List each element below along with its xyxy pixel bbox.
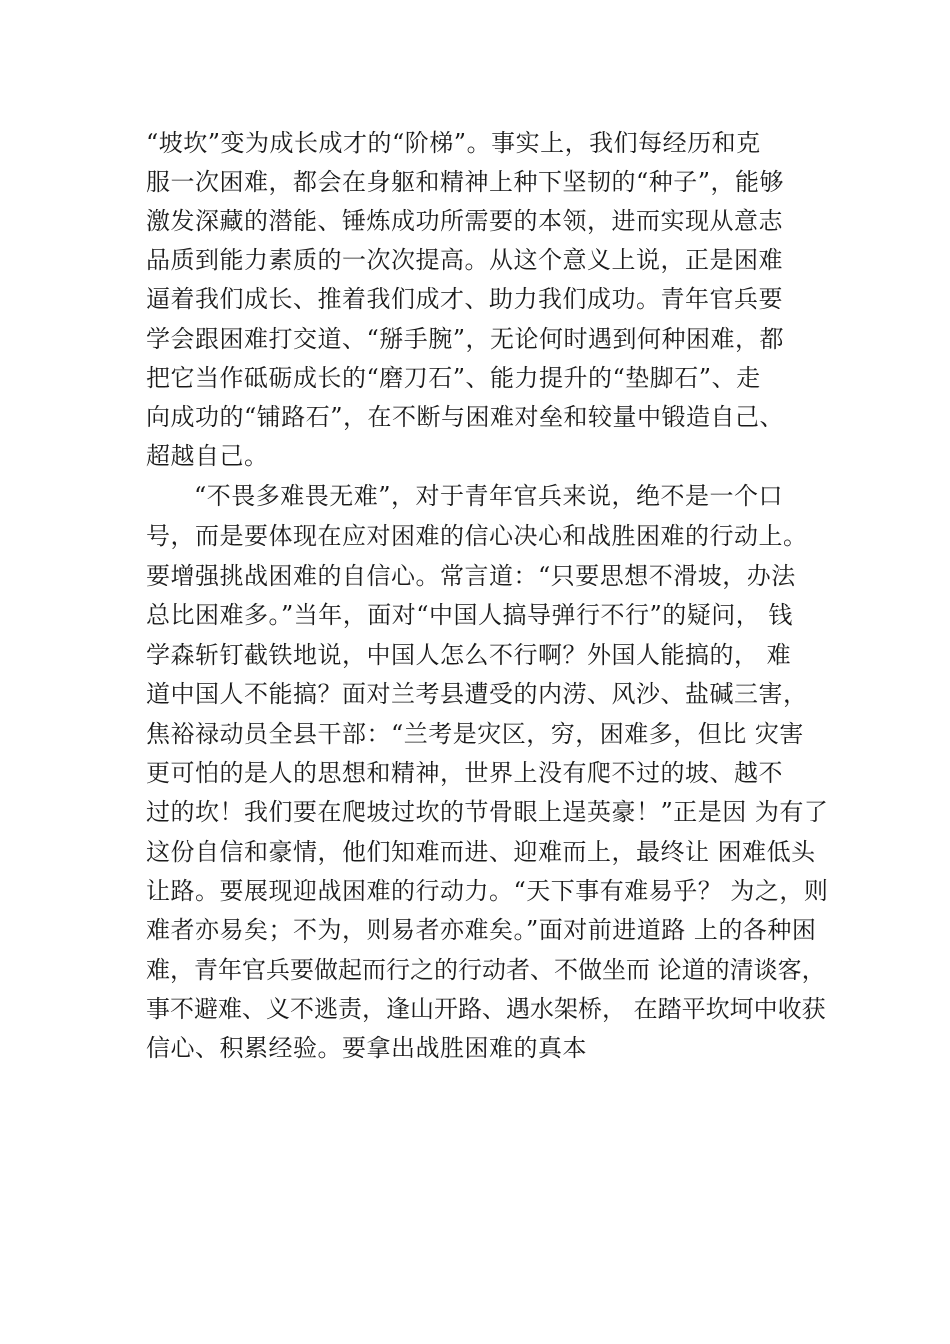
text-line: 事不避难、义不逃责，逢山开路、遇水架桥， 在踏平坎坷中收获: [146, 995, 826, 1023]
text-line: 让路。要展现迎战困难的行动力。“天下事有难易乎？ 为之，则: [146, 877, 829, 905]
text-line: 学会跟困难打交道、“掰手腕”，无论何时遇到何种困难，都: [146, 325, 785, 353]
text-line: 逼着我们成长、推着我们成才、助力我们成功。青年官兵要: [146, 285, 783, 313]
text-line: 学森斩钉截铁地说，中国人怎么不行啊？外国人能搞的， 难: [146, 641, 792, 669]
text-line: 难，青年官兵要做起而行之的行动者、不做坐而 论道的清谈客，: [146, 956, 826, 984]
text-line: 这份自信和豪情，他们知难而进、迎难而上，最终让 困难低头: [146, 838, 816, 866]
text-line: 过的坎！我们要在爬坡过坎的节骨眼上逞英豪！”正是因 为有了: [146, 798, 829, 826]
text-line: “坡坎”变为成长成才的“阶梯”。事实上，我们每经历和克: [146, 129, 761, 157]
text-line: 超越自己。: [146, 442, 269, 470]
text-line: 信心、积累经验。要拿出战胜困难的真本: [146, 1034, 587, 1062]
text-line: 焦裕禄动员全县干部：“兰考是灾区，穷，困难多，但比 灾害: [146, 720, 804, 748]
text-line: 向成功的“铺路石”，在不断与困难对垒和较量中锻造自己、: [146, 403, 785, 431]
text-line-indented: “不畏多难畏无难”，对于青年官兵来说，绝不是一个口: [194, 482, 784, 510]
text-line: 道中国人不能搞？面对兰考县遭受的内涝、风沙、盐碱三害，: [146, 680, 808, 708]
text-line: 把它当作砥砺成长的“磨刀石”、能力提升的“垫脚石”、走: [146, 364, 761, 392]
text-line: 要增强挑战困难的自信心。常言道：“只要思想不滑坡，办法: [146, 562, 796, 590]
text-line: 服一次困难，都会在身躯和精神上种下坚韧的“种子”，能够: [146, 168, 785, 196]
text-line: 总比困难多。”当年，面对“中国人搞导弹行不行”的疑问， 钱: [146, 601, 793, 629]
text-line: 号，而是要体现在应对困难的信心决心和战胜困难的行动上。: [146, 522, 808, 550]
text-line: 更可怕的是人的思想和精神，世界上没有爬不过的坡、越不: [146, 759, 783, 787]
text-line: 激发深藏的潜能、锤炼成功所需要的本领，进而实现从意志: [146, 207, 783, 235]
text-line: 难者亦易矣；不为，则易者亦难矣。”面对前进道路 上的各种困: [146, 916, 817, 944]
text-line: 品质到能力素质的一次次提高。从这个意义上说，正是困难: [146, 246, 783, 274]
